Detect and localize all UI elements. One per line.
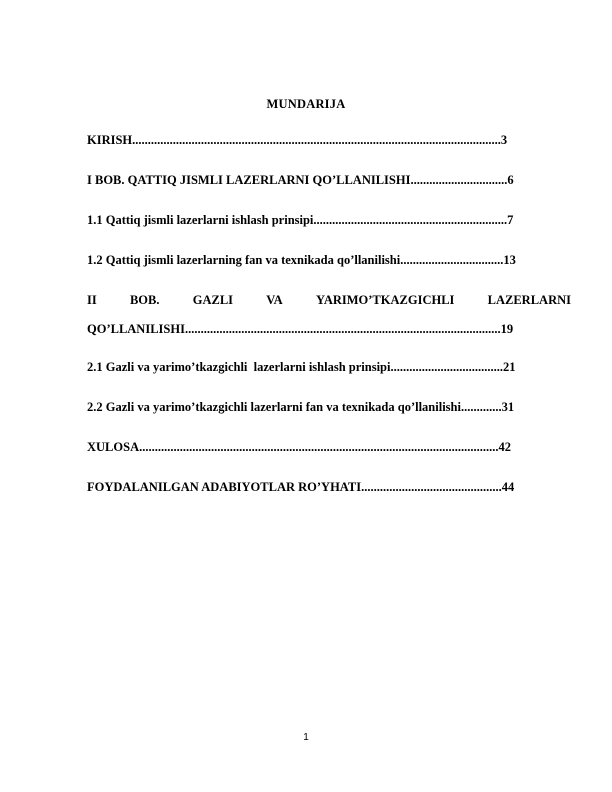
toc-word: YARIMO’TKAZGICHLI [315, 293, 455, 307]
toc-leader-dots: .............................................................. [313, 213, 508, 227]
toc-leader-dots: ............................................. [361, 480, 502, 494]
toc-entry-chapter-2-line2 [87, 322, 571, 337]
toc-word: II [87, 293, 97, 307]
toc-entry-chapter-1 [87, 173, 571, 188]
toc-entry-xulosa [87, 440, 571, 455]
toc-entry-label: 1.1 Qattiq jismli lazerlarni ishlash prinsipi [87, 213, 314, 227]
toc-entry-references [87, 480, 571, 495]
toc-entry-label: 2.1 Gazli va yarimo’tkazgichli lazerlarni ishlash prinsipi [87, 360, 391, 374]
toc-title: MUNDARIJA [266, 97, 346, 111]
page-number: 1 [303, 732, 309, 743]
table-of-contents [87, 133, 571, 520]
toc-leader-dots: ............. [460, 400, 502, 414]
toc-entry-label: 2.2 Gazli va yarimo’tkazgichli lazerlarni fan va texnikada qo’llanilishi [87, 400, 461, 414]
toc-leader-dots: ...................................................................................................................... [132, 133, 501, 147]
toc-entry-page: 31 [501, 400, 515, 414]
toc-entry-chapter-2 [87, 293, 571, 337]
toc-entry-page: 6 [507, 173, 514, 187]
toc-leader-dots: ..................................................................................................... [184, 322, 501, 336]
toc-entry-page: 42 [498, 440, 511, 454]
toc-entry-label: FOYDALANILGAN ADABIYOTLAR RO’YHATI [87, 480, 362, 494]
toc-entry-2-1 [87, 360, 571, 375]
toc-leader-dots: ............................... [410, 173, 508, 187]
toc-entry-page: 13 [503, 253, 516, 267]
toc-entry-label: I BOB. QATTIQ JISMLI LAZERLARNI QO’LLANILISHI [87, 173, 411, 187]
toc-entry-page: 3 [500, 133, 508, 147]
toc-entry-label: QO’LLANILISHI [87, 322, 185, 336]
toc-leader-dots: ................................. [400, 253, 504, 267]
toc-word: GAZLI [192, 293, 234, 307]
toc-leader-dots: .................................... [390, 360, 503, 374]
toc-entry-2-2 [87, 400, 571, 415]
toc-entry-1-1 [87, 213, 571, 228]
toc-word: BOB. [129, 293, 160, 307]
toc-entry-1-2 [87, 253, 571, 268]
toc-entry-page: 21 [502, 360, 516, 374]
toc-entry-kirish [87, 133, 571, 148]
toc-entry-label: XULOSA [87, 440, 140, 454]
toc-entry-page: 19 [500, 322, 514, 336]
toc-entry-page: 7 [507, 213, 514, 227]
toc-entry-label: 1.2 Qattiq jismli lazerlarning fan va texnikada qo’llanilishi [87, 253, 401, 267]
toc-entry-page: 44 [501, 480, 515, 494]
toc-word: VA [266, 293, 283, 307]
toc-entry-chapter-2-line1 [87, 293, 571, 308]
toc-entry-label: KIRISH [87, 133, 133, 147]
toc-word: LAZERLARNI [487, 293, 571, 307]
toc-leader-dots: ................................................................................................................... [139, 440, 499, 454]
